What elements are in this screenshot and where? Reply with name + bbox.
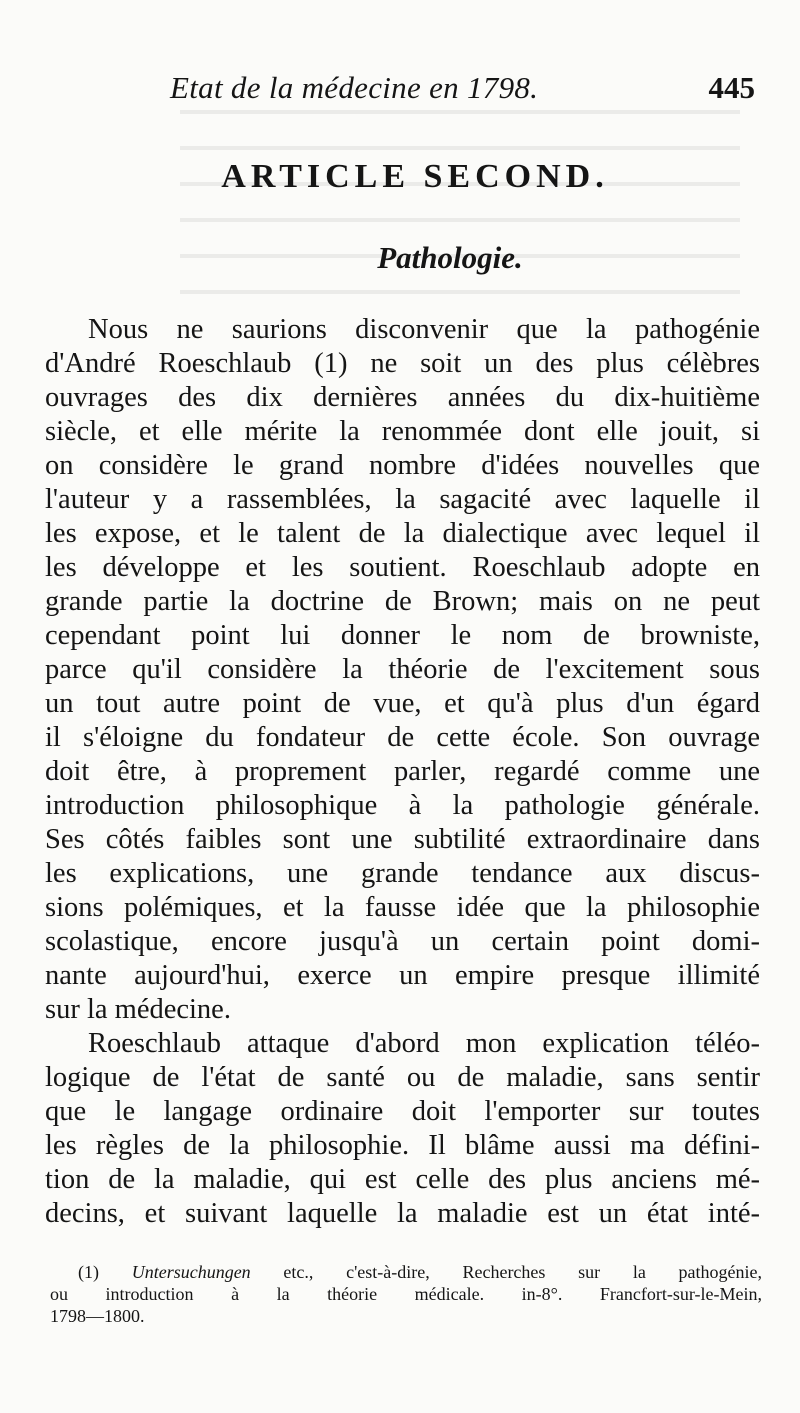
text-line: un tout autre point de vue, et qu'à plus d'un égard: [45, 688, 760, 719]
text-line: ouvrages des dix dernières années du dix-huitième: [45, 382, 760, 413]
text-line: Ses côtés faibles sont une subtilité extraordinaire dans: [45, 824, 760, 855]
text-line: grande partie la doctrine de Brown; mais on ne peut: [45, 586, 760, 617]
text-line: decins, et suivant laquelle la maladie est un état inté-: [45, 1198, 760, 1229]
text-line: scolastique, encore jusqu'à un certain point domi-: [45, 926, 760, 957]
footnote-line: 1798—1800.: [50, 1306, 145, 1326]
text-line: siècle, et elle mérite la renommée dont elle jouit, si: [45, 416, 760, 447]
footnote-line: [50, 1261, 762, 1283]
text-line: doit être, à proprement parler, regardé comme une: [45, 756, 760, 787]
text-line: les expose, et le talent de la dialectique avec lequel il: [45, 518, 760, 549]
text-line: sions polémiques, et la fausse idée que la philosophie: [45, 892, 760, 923]
text-line: il s'éloigne du fondateur de cette école. Son ouvrage: [45, 722, 760, 753]
text-line: les règles de la philosophie. Il blâme aussi ma défini-: [45, 1130, 760, 1161]
text-line: nante aujourd'hui, exerce un empire presque illimité: [45, 960, 760, 991]
text-line: Nous ne saurions disconvenir que la pathogénie: [88, 314, 760, 345]
text-line: cependant point lui donner le nom de browniste,: [45, 620, 760, 651]
text-line: que le langage ordinaire doit l'emporter sur toutes: [45, 1096, 760, 1127]
text-line: logique de l'état de santé ou de maladie, sans sentir: [45, 1062, 760, 1093]
text-line: d'André Roeschlaub (1) ne soit un des plus célèbres: [45, 348, 760, 379]
footnote-line: ou introduction à la théorie médicale. in-8°. Francfort-sur-le-Mein,: [50, 1284, 762, 1304]
article-heading: ARTICLE SECOND.: [221, 158, 609, 195]
footnote: [50, 1261, 762, 1327]
text-line: introduction philosophique à la pathologie générale.: [45, 790, 760, 821]
footnote-cited-title: Untersuchungen: [131, 1262, 251, 1282]
text-line: Roeschlaub attaque d'abord mon explication téléo-: [88, 1028, 760, 1059]
text-line: l'auteur y a rassemblées, la sagacité avec laquelle il: [45, 484, 760, 515]
text-line: on considère le grand nombre d'idées nouvelles que: [45, 450, 760, 481]
footnote-text: etc., c'est-à-dire, Recherches sur la pathogénie,: [283, 1262, 762, 1282]
footnote-marker: (1): [78, 1262, 99, 1282]
text-line: parce qu'il considère la théorie de l'excitement sous: [45, 654, 760, 685]
text-line: tion de la maladie, qui est celle des plus anciens mé-: [45, 1164, 760, 1195]
section-heading: Pathologie.: [377, 240, 523, 275]
text-line: les explications, une grande tendance aux discus-: [45, 858, 760, 889]
page-number: 445: [708, 70, 755, 105]
text-line: les développe et les soutient. Roeschlaub adopte en: [45, 552, 760, 583]
running-title: Etat de la médecine en 1798.: [170, 70, 539, 105]
body-text: [45, 313, 760, 1231]
running-header: [170, 70, 755, 110]
text-line: sur la médecine.: [45, 994, 231, 1025]
bleed-through-shadow: [180, 92, 740, 322]
